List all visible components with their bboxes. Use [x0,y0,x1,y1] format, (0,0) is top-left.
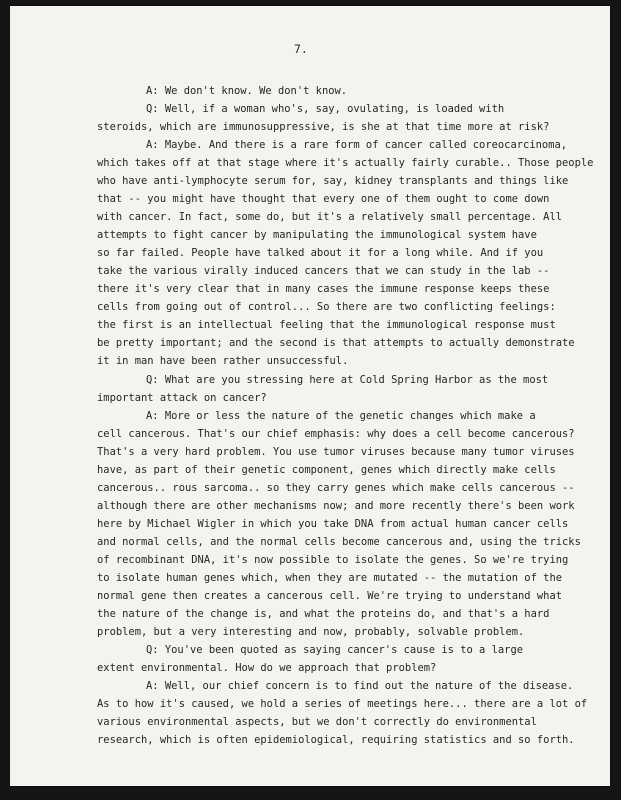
text-line: attempts to fight cancer by manipulating the immunological system have [97,229,537,242]
text-line: with cancer. In fact, some do, but it's a relatively small percentage. All [97,211,563,224]
text-line: have, as part of their genetic component, genes which directly make cells [97,463,556,476]
text-line: A: More or less the nature of the genetic changes which make a [146,409,536,422]
text-line: cells from going out of control... So there are two conflicting feelings: [97,301,556,314]
text-line: Q: You've been quoted as saying cancer's cause is to a large [146,643,524,656]
text-line: problem, but a very interesting and now, probably, solvable problem. [97,625,525,638]
text-line: important attack on cancer? [97,391,267,404]
text-line: which takes off at that stage where it's actually fairly curable.. Those people [97,157,594,170]
text-line: cell cancerous. That's our chief emphasis: why does a cell become cancerous? [97,427,575,440]
text-line: various environmental aspects, but we don't correctly do environmental [97,716,537,729]
text-line: it in man have been rather unsuccessful. [97,355,349,368]
text-line: A: Well, our chief concern is to find out the nature of the disease. [146,680,574,693]
document-page [10,6,610,786]
text-line: research, which is often epidemiological, requiring statistics and so forth. [97,734,575,747]
text-line: As to how it's caused, we hold a series of meetings here... there are a lot of [97,698,588,711]
text-line: to isolate human genes which, when they are mutated -- the mutation of the [97,571,563,584]
text-line: of recombinant DNA, it's now possible to isolate the genes. So we're trying [97,553,569,566]
text-line: extent environmental. How do we approach that problem? [97,662,437,674]
page-number: 7. [294,42,308,56]
text-line: here by Michael Wigler in which you take DNA from actual human cancer cells [97,517,569,530]
transcript-body [97,82,597,749]
text-line: Q: Well, if a woman who's, say, ovulating, is loaded with [146,103,505,116]
text-line: That's a very hard problem. You use tumor viruses because many tumor viruses [97,445,575,458]
text-line: the nature of the change is, and what the proteins do, and that's a hard [97,607,550,620]
text-line: Q: What are you stressing here at Cold Spring Harbor as the most [146,373,549,386]
text-line: the first is an intellectual feeling that the immunological response must [97,319,556,332]
text-line: take the various virally induced cancers that we can study in the lab -- [97,265,550,278]
text-line: cancerous.. rous sarcoma.. so they carry genes which make cells cancerous -- [97,481,575,494]
text-line: that -- you might have thought that every one of them ought to come down [97,193,550,206]
text-line: who have anti-lymphocyte serum for, say, kidney transplants and things like [97,175,569,188]
text-line: normal gene then creates a cancerous cell. We're trying to understand what [97,589,563,602]
text-line: so far failed. People have talked about it for a long while. And if you [97,247,544,260]
text-line: although there are other mechanisms now; and more recently there's been work [97,499,575,512]
text-line: be pretty important; and the second is that attempts to actually demonstrate [97,337,575,350]
text-line: and normal cells, and the normal cells become cancerous and, using the tricks [97,535,581,548]
text-line: A: We don't know. We don't know. [146,85,348,97]
text-line: there it's very clear that in many cases the immune response keeps these [97,283,550,296]
text-line: steroids, which are immunosuppressive, is she at that time more at risk? [97,121,550,134]
text-line: A: Maybe. And there is a rare form of cancer called coreocarcinoma, [146,139,568,152]
